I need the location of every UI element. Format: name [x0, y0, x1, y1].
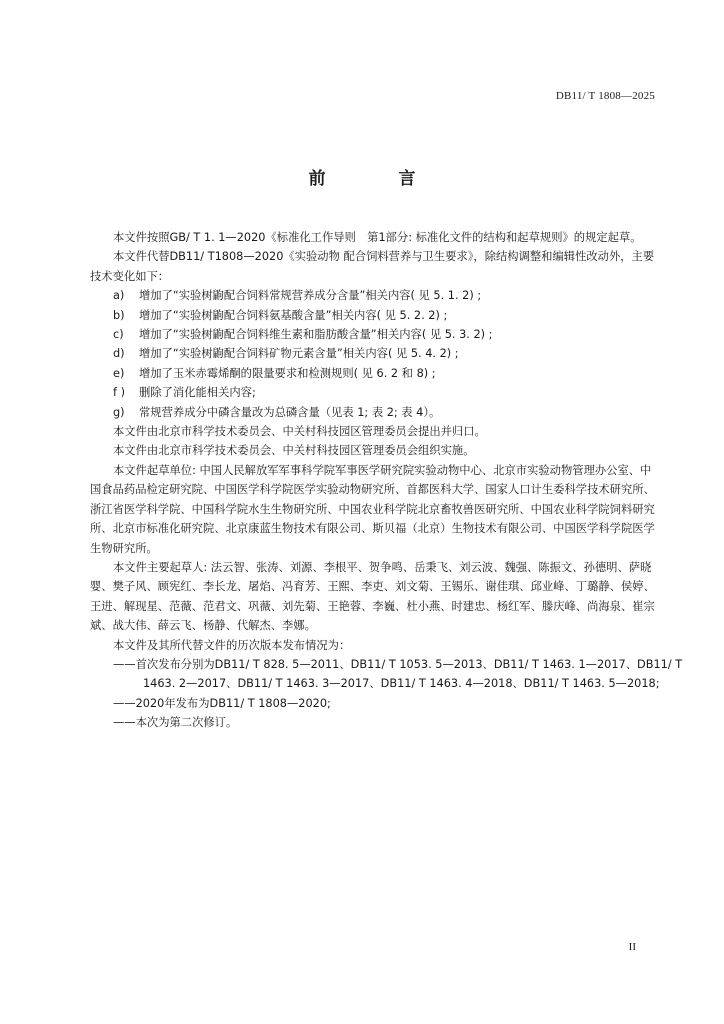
- item-text: 增加了“实验树鼩配合饲料常规营养成分含量”相关内容( 见 5. 1. 2) ;: [139, 289, 482, 303]
- item-label: g): [113, 405, 125, 419]
- list-item: [90, 403, 660, 422]
- list-item: [90, 364, 660, 383]
- paragraph-drafting-basis: 本文件按照GB/ T 1. 1—2020《标准化工作导则 第1部分: 标准化文件的结构和起草规则》的规定起草。: [113, 231, 642, 244]
- item-label: a): [113, 289, 125, 303]
- paragraph-replacement: 本文件代替DB11/ T1808—2020《实验动物 配合饲料营养与卫生要求》，除结构调整和编辑性改动外，主要技术变化如下：: [90, 250, 655, 283]
- item-label: f ): [113, 386, 125, 400]
- item-label: b): [113, 308, 125, 322]
- item-text: 常规营养成分中磷含量改为总磷含量（见表 1; 表 2; 表 4）。: [139, 405, 441, 419]
- list-item: [90, 306, 660, 325]
- paragraph-history-intro: 本文件及其所代替文件的历次版本发布情况为：: [113, 638, 351, 652]
- item-text: 增加了“实验树鼩配合饲料氨基酸含量”相关内容( 见 5. 2. 2) ;: [139, 308, 448, 322]
- list-item: [90, 383, 660, 402]
- history-item-continued: 1463. 2—2017、DB11/ T 1463. 3—2017、DB11/ T 1463. 4—2018、DB11/ T 1463. 5—2018;: [143, 677, 660, 691]
- item-text: 增加了“实验树鼩配合饲料维生素和脂肪酸含量”相关内容( 见 5. 3. 2) ;: [139, 328, 493, 342]
- history-item: ——首次发布分别为DB11/ T 828. 5—2011、DB11/ T 1053. 5—2013、DB11/ T 1463. 1—2017、DB11/ T: [113, 657, 683, 671]
- item-label: d): [113, 347, 125, 361]
- paragraph-implementer: 本文件由北京市科学技术委员会、中关村科技园区管理委员会组织实施。: [113, 444, 475, 458]
- item-label: c): [113, 328, 124, 342]
- document-code: DB11/ T 1808—2025: [555, 90, 655, 102]
- item-label: e): [113, 366, 125, 380]
- foreword-body: [90, 228, 683, 733]
- paragraph-proposer: 本文件由北京市科学技术委员会、中关村科技园区管理委员会提出并归口。: [113, 425, 486, 439]
- page-title: 前 言: [308, 169, 444, 189]
- item-text: 增加了“实验树鼩配合饲料矿物元素含量”相关内容( 见 5. 4. 2) ;: [139, 347, 459, 361]
- page-number: II: [628, 941, 636, 953]
- history-item: ——本次为第二次修订。: [113, 716, 238, 730]
- list-item: [90, 344, 660, 363]
- item-text: 增加了玉米赤霉烯酮的限量要求和检测规则( 见 6. 2 和 8) ;: [139, 366, 436, 380]
- item-text: 删除了消化能相关内容;: [139, 386, 256, 400]
- list-item: [90, 325, 660, 344]
- paragraph-drafters: 本文件主要起草人: 法云智、张涛、刘源、李根平、贺争鸣、岳秉飞、刘云波、魏强、陈振文、孙德明、萨晓婴、樊子风、顾宪红、李长龙、屠焰、冯育芳、王熙、李吏、刘文菊、王锡乐、谢佳琪、邱业峰、丁璐静、侯婷、王进、解现星、范薇、范君文、巩薇、刘先菊、王艳蓉、李巍、杜小燕、时建忠、杨红军、滕庆峰、尚海泉、崔宗斌、战大伟、薛云飞、杨静、代解杰、李娜。: [90, 560, 655, 633]
- history-item: ——2020年发布为DB11/ T 1808—2020;: [113, 696, 331, 710]
- list-item: [90, 286, 660, 305]
- paragraph-drafting-units: 本文件起草单位: 中国人民解放军军事科学院军事医学研究院实验动物中心、北京市实验动物管理办公室、中国食品药品检定研究院、中国医学科学院医学实验动物研究所、首都医科大学、国家人口计生委科学技术研究所、浙江省医学科学院、中国科学院水生生物研究所、中国农业科学院北京畜牧兽医研究所、中国农业科学院饲料研究所、北京市标准化研究院、北京康蓝生物技术有限公司、斯贝福（北京）生物技术有限公司、中国医学科学院医学生物研究所。: [90, 463, 655, 555]
